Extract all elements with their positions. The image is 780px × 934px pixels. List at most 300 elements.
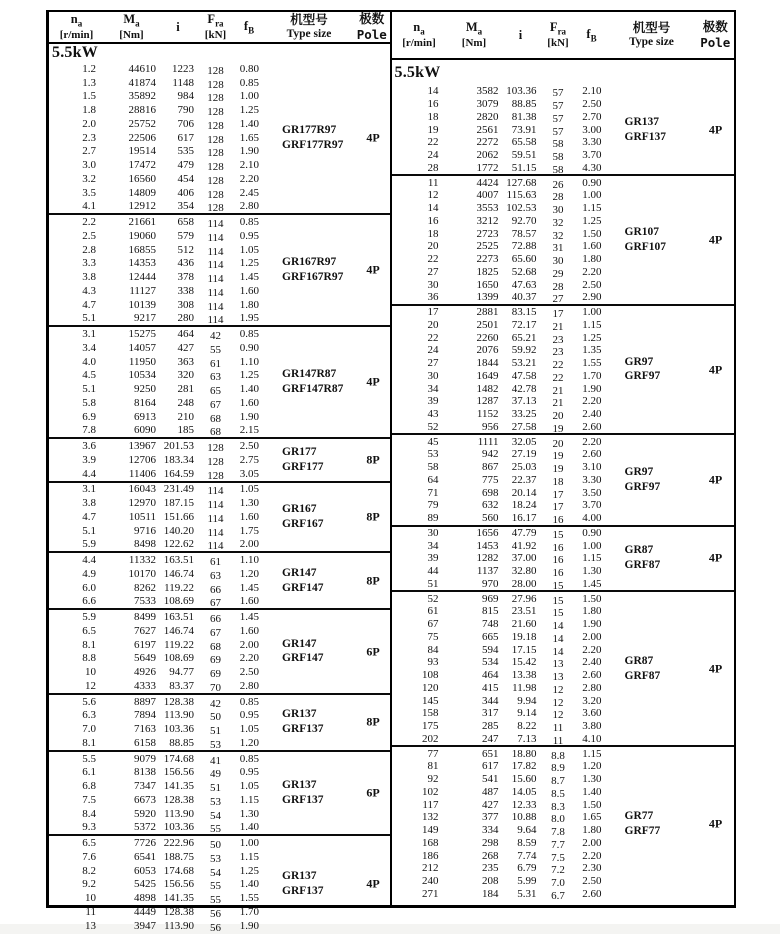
type-size-section (392, 590, 735, 745)
cell-fra: 15 (552, 594, 564, 607)
cell-i: 83.15 (511, 306, 537, 319)
cell-fra: 28 (552, 191, 564, 204)
cell-i: 7.74 (517, 849, 537, 862)
cell-ma: 427 (482, 798, 499, 811)
cell-ma: 2881 (476, 306, 499, 319)
cell-fb: 2.50 (239, 440, 259, 453)
cell-fb: 0.95 (239, 709, 259, 722)
cell-fra: 29 (552, 267, 564, 280)
cell-na: 22 (427, 136, 439, 149)
type-size-line: GRF147 (282, 652, 324, 665)
cell-fra: 16 (552, 514, 564, 527)
type-size-line: GRF97 (624, 480, 661, 493)
table-row (49, 410, 390, 424)
cell-fb: 2.20 (582, 265, 602, 278)
type-size-line: GR167 (282, 502, 317, 515)
cell-i: 108.69 (163, 652, 194, 665)
cell-na: 24 (427, 149, 439, 162)
table-row (49, 905, 390, 919)
cell-ma: 44610 (128, 62, 156, 75)
cell-fra: 7.2 (551, 864, 565, 877)
cell-fra: 12 (552, 709, 564, 722)
cell-fb: 2.50 (582, 278, 602, 291)
cell-i: 464 (177, 328, 194, 341)
cell-na: 51 (427, 577, 439, 590)
table-row (392, 240, 735, 253)
cell-fra: 57 (552, 112, 564, 125)
type-size-line: GR77 (624, 809, 654, 822)
cell-i: 72.88 (511, 240, 537, 253)
cell-na: 11 (427, 176, 439, 189)
cell-i: 10.88 (511, 811, 537, 824)
type-size-section (392, 85, 735, 174)
cell-i: 27.58 (511, 420, 537, 433)
cell-na: 27 (427, 357, 439, 370)
cell-ma: 560 (482, 512, 499, 525)
cell-i: 59.92 (511, 344, 537, 357)
cell-na: 5.9 (82, 538, 96, 551)
cell-ma: 298 (482, 836, 499, 849)
cell-fra: 56 (210, 921, 221, 934)
cell-fra: 32 (552, 216, 564, 229)
cell-i: 32.80 (511, 565, 537, 578)
cell-ma: 1825 (476, 265, 499, 278)
cell-fb: 1.70 (239, 905, 259, 918)
cell-na: 89 (427, 512, 439, 525)
type-size-line: GR87 (624, 544, 654, 557)
cell-i: 13.38 (511, 669, 537, 682)
table-row (392, 382, 735, 395)
cell-fra: 114 (207, 499, 224, 512)
type-size-label (625, 465, 661, 495)
cell-fb: 2.00 (239, 638, 259, 651)
cell-ma: 12444 (128, 271, 156, 284)
cell-fb: 2.10 (582, 85, 602, 98)
table-row (49, 312, 390, 326)
cell-fb: 1.40 (582, 785, 602, 798)
cell-na: 3.6 (82, 440, 96, 453)
cell-fb: 1.75 (239, 524, 259, 537)
cell-fb: 1.25 (239, 257, 259, 270)
cell-ma: 1152 (476, 408, 499, 421)
cell-na: 52 (427, 420, 439, 433)
cell-ma: 16855 (128, 243, 156, 256)
cell-i: 378 (177, 271, 194, 284)
table-row (49, 439, 390, 453)
cell-ma: 815 (482, 605, 499, 618)
table-row (49, 327, 390, 341)
cell-i: 23.51 (511, 605, 537, 618)
cell-fb: 2.40 (582, 656, 602, 669)
cell-fra: 67 (210, 626, 221, 639)
cell-ma: 1772 (476, 161, 499, 174)
table-row (392, 136, 735, 149)
cell-fra: 7.0 (551, 877, 565, 890)
cell-i: 308 (177, 298, 194, 311)
cell-i: 436 (177, 257, 194, 270)
cell-fra: 8.3 (551, 800, 565, 813)
pole-label: 4P (708, 816, 723, 831)
type-size-section (49, 62, 390, 213)
cell-na: 84 (427, 643, 439, 656)
cell-i: 20.14 (511, 486, 537, 499)
cell-ma: 10511 (128, 510, 156, 523)
cell-fb: 1.45 (239, 611, 259, 624)
cell-fra: 128 (207, 64, 224, 77)
cell-i: 33.25 (511, 408, 537, 421)
table-row (392, 707, 735, 720)
cell-ma: 698 (482, 486, 499, 499)
cell-i: 222.96 (163, 837, 194, 850)
type-size-line: GR97 (624, 465, 654, 478)
cell-i: 1148 (172, 76, 194, 89)
type-size-label (625, 225, 667, 255)
cell-na: 2.5 (82, 229, 96, 242)
cell-i: 41.92 (511, 539, 537, 552)
cell-na: 5.1 (82, 383, 96, 396)
cell-i: 8.22 (517, 720, 537, 733)
cell-ma: 9217 (134, 312, 156, 325)
cell-na: 132 (422, 811, 439, 824)
cell-na: 16 (427, 98, 439, 111)
cell-fra: 13 (552, 658, 564, 671)
cell-fra: 114 (207, 259, 224, 272)
cell-na: 4.0 (82, 355, 96, 368)
cell-fra: 27 (552, 293, 564, 306)
type-size-line: GR137 (624, 115, 659, 128)
cell-fb: 1.50 (582, 592, 602, 605)
header-i: i (176, 19, 180, 34)
cell-fb: 1.00 (239, 90, 259, 103)
cell-i: 11.98 (512, 681, 537, 694)
cell-fra: 30 (552, 204, 564, 217)
cell-ma: 651 (482, 747, 499, 760)
cell-fra: 57 (552, 100, 564, 113)
table-row (49, 652, 390, 666)
cell-na: 93 (427, 656, 439, 669)
cell-fra: 58 (552, 151, 564, 164)
type-size-line: GRF137 (282, 723, 324, 736)
cell-ma: 1399 (476, 291, 499, 304)
cell-fra: 17 (552, 308, 564, 321)
cell-fra: 14 (552, 645, 564, 658)
cell-ma: 9079 (134, 752, 156, 765)
pole-label: 8P (366, 573, 380, 588)
cell-fra: 7.7 (551, 838, 565, 851)
cell-ma: 534 (482, 656, 499, 669)
cell-fra: 128 (207, 455, 224, 468)
table-row (392, 189, 735, 202)
cell-fra: 58 (552, 163, 564, 176)
cell-ma: 35892 (128, 90, 156, 103)
cell-fra: 114 (207, 245, 224, 258)
table-row (392, 682, 735, 695)
cell-ma: 1656 (476, 526, 499, 539)
table-row (49, 638, 390, 652)
cell-na: 117 (422, 798, 439, 811)
cell-i: 280 (177, 312, 194, 325)
table-row (392, 227, 735, 240)
table-row (49, 864, 390, 878)
table-row (392, 176, 735, 189)
cell-i: 188.75 (163, 850, 194, 863)
cell-fb: 1.60 (239, 396, 259, 409)
cell-fb: 1.30 (582, 773, 602, 786)
type-size-section (49, 437, 390, 480)
cell-fra: 11 (552, 722, 564, 735)
cell-fb: 2.80 (239, 200, 259, 213)
cell-ma: 15275 (128, 328, 156, 341)
cell-fb: 2.10 (239, 159, 259, 172)
type-size-line: GRF97 (624, 370, 661, 383)
cell-ma: 867 (482, 461, 499, 474)
cell-i: 174.68 (163, 752, 194, 765)
type-size-line: GRF137 (282, 794, 324, 806)
table-row (392, 266, 735, 279)
type-size-section (392, 433, 735, 527)
cell-ma: 2260 (476, 331, 499, 344)
type-size-line: GRF177 (282, 460, 324, 473)
cell-ma: 14809 (128, 186, 156, 199)
cell-na: 77 (427, 747, 439, 760)
cell-ma: 3947 (134, 919, 156, 932)
cell-fb: 1.15 (582, 552, 602, 565)
cell-fra: 13 (552, 671, 564, 684)
cell-fra: 21 (552, 320, 564, 333)
cell-na: 2.3 (82, 131, 96, 144)
cell-fb: 0.85 (239, 328, 259, 341)
cell-ma: 7347 (134, 780, 156, 793)
cell-na: 5.6 (82, 695, 96, 708)
cell-ma: 5425 (134, 878, 156, 891)
table-row (49, 624, 390, 638)
table-row (392, 291, 735, 304)
cell-i: 146.74 (163, 624, 194, 637)
cell-fb: 1.45 (239, 271, 259, 284)
cell-na: 3.5 (82, 186, 96, 199)
cell-i: 88.85 (169, 736, 194, 749)
cell-fra: 114 (207, 314, 224, 327)
cell-fra: 14 (552, 620, 564, 633)
cell-i: 454 (177, 172, 194, 185)
cell-fra: 8.8 (551, 749, 565, 762)
cell-na: 39 (427, 552, 439, 565)
cell-fra: 57 (552, 125, 564, 138)
cell-i: 7.13 (517, 732, 537, 745)
cell-ma: 594 (482, 643, 499, 656)
cell-fb: 1.60 (239, 624, 259, 637)
cell-na: 4.3 (82, 284, 96, 297)
cell-ma: 19060 (128, 229, 156, 242)
cell-i: 128.38 (163, 695, 194, 708)
cell-i: 5.31 (517, 887, 537, 900)
cell-fb: 3.30 (582, 473, 602, 486)
table-row (49, 200, 390, 214)
table-row (49, 850, 390, 864)
table-row (392, 733, 735, 746)
cell-na: 4.9 (82, 567, 96, 580)
cell-na: 45 (427, 435, 439, 448)
table-row (392, 875, 735, 888)
cell-na: 4.7 (82, 510, 96, 523)
header-pole: 极数 Pole (700, 20, 731, 50)
cell-fb: 0.85 (239, 695, 259, 708)
cell-ma: 8499 (134, 611, 156, 624)
cell-na: 4.1 (82, 200, 96, 213)
cell-na: 3.3 (82, 257, 96, 270)
cell-fb: 0.95 (239, 766, 259, 779)
table-row (49, 665, 390, 679)
cell-fb: 1.20 (239, 736, 259, 749)
table-row (49, 695, 390, 709)
cell-na: 5.5 (82, 752, 96, 765)
table-row (49, 581, 390, 595)
cell-ma: 4424 (476, 176, 499, 189)
table-row (392, 306, 735, 319)
cell-na: 34 (427, 539, 439, 552)
cell-i: 320 (177, 369, 194, 382)
cell-fb: 1.45 (239, 581, 259, 594)
cell-fb: 1.55 (582, 357, 602, 370)
cell-ma: 541 (482, 773, 499, 786)
cell-i: 141.35 (163, 892, 194, 905)
type-size-line: GR147 (282, 637, 317, 650)
table-row (392, 824, 735, 837)
cell-ma: 1287 (476, 395, 499, 408)
type-size-line: GR177 (282, 445, 317, 458)
cell-i: 88.85 (511, 98, 537, 111)
cell-na: 4.4 (82, 554, 96, 567)
cell-fra: 22 (552, 359, 564, 372)
cell-i: 140.20 (163, 524, 194, 537)
cell-fra: 50 (210, 711, 221, 724)
cell-ma: 8262 (134, 581, 156, 594)
cell-ma: 2561 (476, 123, 499, 136)
cell-na: 2.8 (82, 243, 96, 256)
cell-fb: 1.90 (582, 382, 602, 395)
cell-ma: 1453 (476, 539, 499, 552)
cell-fra: 21 (552, 397, 564, 410)
cell-fra: 20 (552, 437, 564, 450)
header-ma: $M_a$ [Nm] (461, 20, 487, 50)
table-row (49, 878, 390, 892)
cell-na: 3.1 (82, 328, 96, 341)
cell-ma: 7894 (134, 709, 156, 722)
table-row (392, 631, 735, 644)
cell-ma: 41874 (128, 76, 156, 89)
cell-fra: 12 (552, 683, 564, 696)
type-size-line: GR147R87 (282, 368, 337, 381)
type-size-line: GR137 (282, 870, 317, 883)
table-row (49, 736, 390, 750)
cell-fra: 7.5 (551, 851, 565, 864)
cell-ma: 10170 (128, 567, 156, 580)
cell-fra: 128 (207, 202, 224, 215)
cell-fb: 0.90 (582, 176, 602, 189)
cell-fb: 3.70 (582, 149, 602, 162)
cell-fb: 1.15 (239, 793, 259, 806)
cell-ma: 969 (482, 592, 499, 605)
table-row (392, 618, 735, 631)
cell-fra: 42 (210, 330, 221, 343)
cell-na: 18 (427, 227, 439, 240)
cell-na: 16 (427, 214, 439, 227)
cell-ma: 377 (482, 811, 499, 824)
cell-na: 81 (427, 760, 439, 773)
pole-label: 8P (366, 714, 380, 729)
cell-fra: 32 (552, 229, 564, 242)
cell-fb: 2.00 (582, 836, 602, 849)
table-header-right (392, 12, 735, 60)
cell-i: 6.79 (517, 862, 537, 875)
cell-na: 27 (427, 265, 439, 278)
cell-na: 212 (422, 862, 439, 875)
cell-na: 44 (427, 565, 439, 578)
cell-fb: 1.05 (239, 243, 259, 256)
cell-fra: 128 (207, 174, 224, 187)
cell-i: 156.56 (163, 878, 194, 891)
cell-ma: 3212 (476, 214, 499, 227)
cell-i: 16.17 (511, 512, 537, 525)
cell-na: 3.1 (82, 483, 96, 496)
cell-na: 43 (427, 408, 439, 421)
cell-na: 92 (427, 773, 439, 786)
cell-ma: 1650 (476, 278, 499, 291)
table-row (392, 669, 735, 682)
cell-na: 158 (422, 707, 439, 720)
cell-na: 10 (85, 666, 96, 679)
cell-na: 4.5 (82, 369, 96, 382)
cell-i: 479 (177, 159, 194, 172)
cell-na: 30 (427, 278, 439, 291)
cell-na: 20 (427, 318, 439, 331)
cell-i: 128.38 (163, 793, 194, 806)
cell-ma: 21661 (128, 216, 156, 229)
cell-fb: 1.45 (582, 577, 602, 590)
cell-ma: 617 (482, 760, 499, 773)
cell-ma: 956 (482, 420, 499, 433)
type-size-section (49, 693, 390, 750)
cell-na: 240 (422, 875, 439, 888)
cell-fra: 66 (210, 583, 221, 596)
cell-ma: 4898 (134, 892, 156, 905)
table-row (49, 467, 390, 481)
cell-ma: 6541 (134, 850, 156, 863)
cell-fra: 114 (207, 218, 224, 231)
table-row (49, 103, 390, 117)
cell-ma: 6197 (134, 638, 156, 651)
cell-fra: 15 (552, 528, 564, 541)
cell-i: 579 (177, 229, 194, 242)
type-size-line: GRF147 (282, 581, 324, 594)
cell-fb: 1.80 (582, 824, 602, 837)
cell-ma: 415 (482, 681, 499, 694)
table-row (49, 891, 390, 905)
cell-fb: 1.00 (582, 306, 602, 319)
table-row (392, 202, 735, 215)
cell-i: 185 (177, 424, 194, 437)
cell-fb: 2.50 (582, 875, 602, 888)
cell-fb: 0.85 (239, 76, 259, 89)
cell-na: 9.2 (82, 878, 96, 891)
cell-ma: 665 (482, 630, 499, 643)
cell-fb: 2.50 (239, 666, 259, 679)
cell-na: 7.6 (82, 850, 96, 863)
cell-na: 6.3 (82, 709, 96, 722)
cell-i: 28.00 (511, 577, 537, 590)
table-row (49, 567, 390, 581)
type-size-label (625, 654, 661, 684)
